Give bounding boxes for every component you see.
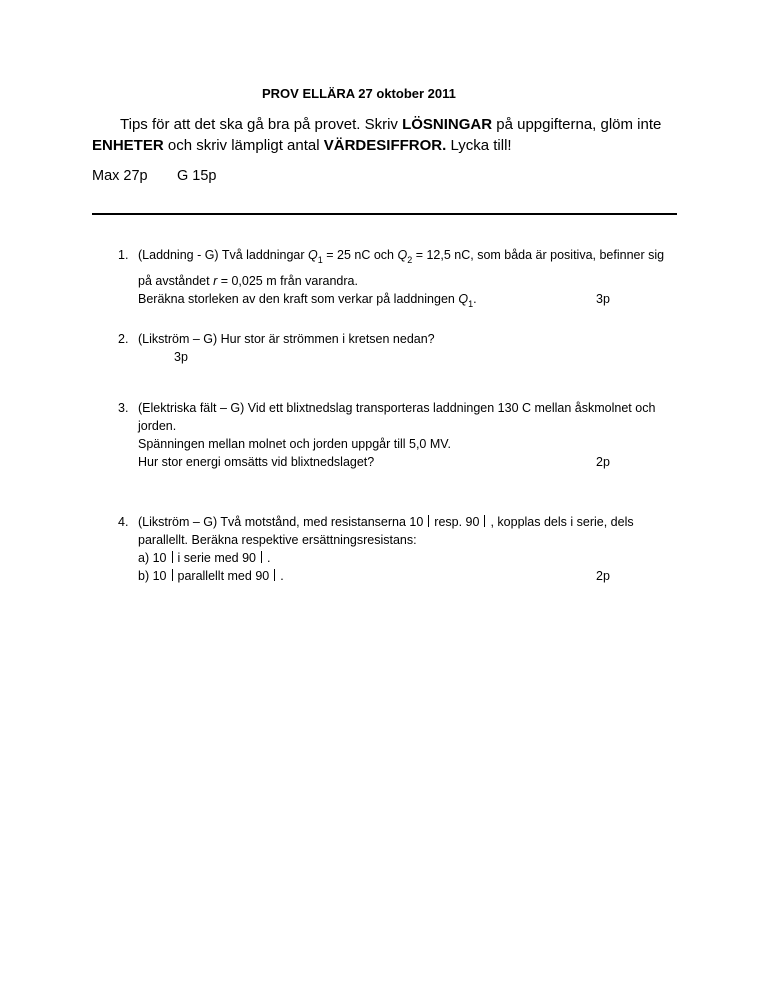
question-2-line-1: (Likström – G) Hur stor är strömmen i kretsen nedan? (138, 332, 435, 346)
question-3-line-4: Hur stor energi omsätts vid blixtnedslaget? (138, 455, 375, 469)
question-1-number: 1. (118, 248, 129, 262)
question-2-points: 3p (174, 350, 188, 364)
ohm-placeholder-glyph (484, 515, 485, 527)
grade-threshold: G 15p (177, 168, 217, 184)
question-3-number: 3. (118, 401, 129, 415)
question-1-line-3: Beräkna storleken av den kraft som verkar på laddningen $Q_1$. (138, 292, 477, 309)
intro-line-1: Tips för att det ska gå bra på provet. Skriv LÖSNINGAR på uppgifterna, glöm inte (120, 116, 662, 133)
ohm-placeholder-glyph (428, 515, 429, 527)
ohm-placeholder-glyph (274, 569, 275, 581)
question-4-line-2: parallellt. Beräkna respektive ersättningsresistans: (138, 533, 417, 547)
question-1-points: 3p (596, 292, 610, 306)
ohm-placeholder-glyph (261, 551, 262, 563)
question-3-line-3: Spänningen mellan molnet och jorden uppgår till 5,0 MV. (138, 437, 451, 451)
divider (92, 213, 677, 215)
intro-line-2: ENHETER och skriv lämpligt antal VÄRDESIFFROR. Lycka till! (92, 137, 512, 154)
question-3-points: 2p (596, 455, 610, 469)
question-2-number: 2. (118, 332, 129, 346)
question-1-line-2: på avståndet r = 0,025 m från varandra. (138, 274, 358, 288)
question-1-line-1: (Laddning - G) Två laddningar $Q_1 = 25$ nC och $Q_2 = 12,5$ nC, som båda är positiva, befinner sig (138, 248, 665, 265)
question-4-line-3: a) 10 i serie med 90 . (138, 551, 271, 565)
question-4-number: 4. (118, 515, 129, 529)
question-4-line-1: (Likström – G) Två motstånd, med resistanserna 10 resp. 90 , kopplas dels i serie, dels (138, 515, 634, 529)
question-4-line-4: b) 10 parallellt med 90 . (138, 569, 284, 583)
page-title: PROV ELLÄRA 27 oktober 2011 (262, 86, 456, 101)
question-3-line-2: jorden. (138, 419, 177, 433)
question-3-line-1: (Elektriska fält – G) Vid ett blixtnedslag transporteras laddningen 130 C mellan åskmolnet och (138, 401, 656, 415)
ohm-placeholder-glyph (172, 551, 173, 563)
ohm-placeholder-glyph (172, 569, 173, 581)
question-4-points: 2p (596, 569, 610, 583)
max-points: Max 27p (92, 168, 148, 184)
